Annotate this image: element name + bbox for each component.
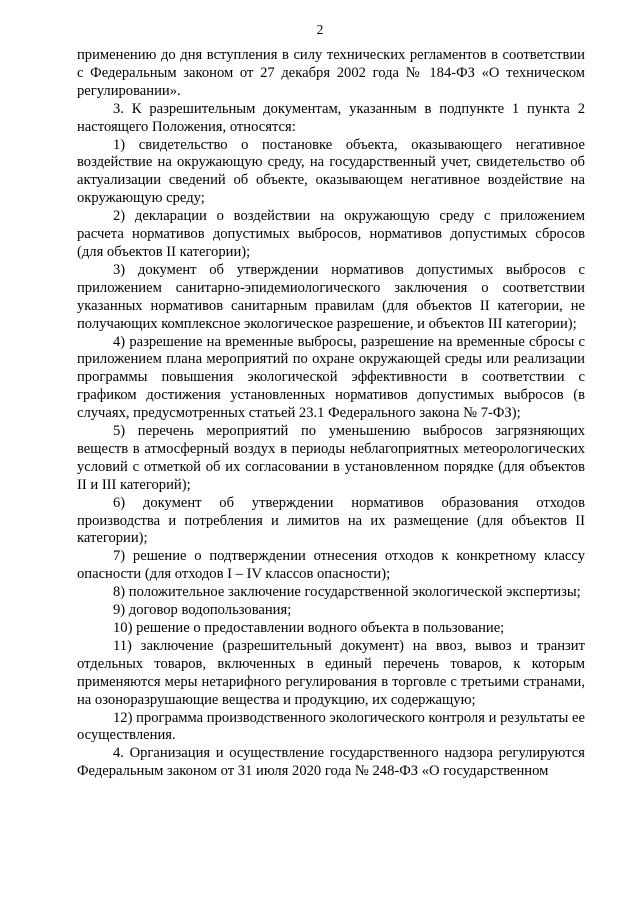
paragraph: 5) перечень мероприятий по уменьшению выбросов загрязняющих веществ в атмосферный воздух в периоды неблагоприятных метеорологических условий с отметкой об их согласовании в установленном порядке (для объектов II и III категорий); <box>77 423 585 493</box>
paragraph: 1) свидетельство о постановке объекта, оказывающего негативное воздействие на окружающую среду, на государственный учет, свидетельство об актуализации сведений об объекте, оказывающем негативное воздействие на окружающую среду; <box>77 136 585 207</box>
paragraph: 12) программа производственного экологического контроля и результаты ее осуществления. <box>77 709 585 744</box>
paragraph: 6) документ об утверждении нормативов образования отходов производства и потребления и лимитов на их размещение (для объектов II категории); <box>77 494 585 547</box>
paragraph: 11) заключение (разрешительный документ) на ввоз, вывоз и транзит отдельных товаров, включенных в единый перечень товаров, к которым применяются меры нетарифного регулирования в торговле с третьими странами, на озоноразрушающие вещества и продукцию, их содержащую; <box>77 637 585 708</box>
paragraph: 3. К разрешительным документам, указанным в подпункте 1 пункта 2 настоящего Положения, относятся: <box>77 100 585 135</box>
document-body <box>77 47 585 781</box>
paragraph: 4) разрешение на временные выбросы, разрешение на временные сбросы с приложением плана мероприятий по охране окружающей среды или реализации программы повышения экологической эффективности в соответствии с графиком достижения установленных нормативов допустимых выбросов (в случаях, предусмотренных статьей 23.1 Федерального закона № 7-ФЗ); <box>77 333 585 422</box>
paragraph: 9) договор водопользования; <box>113 602 292 619</box>
paragraph: 8) положительное заключение государственной экологической экспертизы; <box>113 584 581 601</box>
paragraph: 7) решение о подтверждении отнесения отходов к конкретному классу опасности (для отходов I – IV классов опасности); <box>77 548 585 583</box>
page-number: 2 <box>316 22 324 37</box>
paragraph: 4. Организация и осуществление государственного надзора регулируются Федеральным законом от 31 июля 2020 года № 248-ФЗ «О государственном <box>77 745 585 780</box>
paragraph: применению до дня вступления в силу технических регламентов в соответствии с Федеральным законом от 27 декабря 2002 года № 184-ФЗ «О техническом регулировании». <box>77 47 585 99</box>
paragraph: 10) решение о предоставлении водного объекта в пользование; <box>113 620 505 636</box>
paragraph: 3) документ об утверждении нормативов допустимых выбросов с приложением санитарно-эпидемиологического заключения о соответствии указанных нормативов санитарным правилам (для объектов II категории, не получающих комплексное экологическое разрешение, и объектов III категории); <box>77 261 585 332</box>
paragraph: 2) декларации о воздействии на окружающую среду с приложением расчета нормативов допустимых выбросов, нормативов допустимых сбросов (для объектов II категории); <box>77 208 585 260</box>
